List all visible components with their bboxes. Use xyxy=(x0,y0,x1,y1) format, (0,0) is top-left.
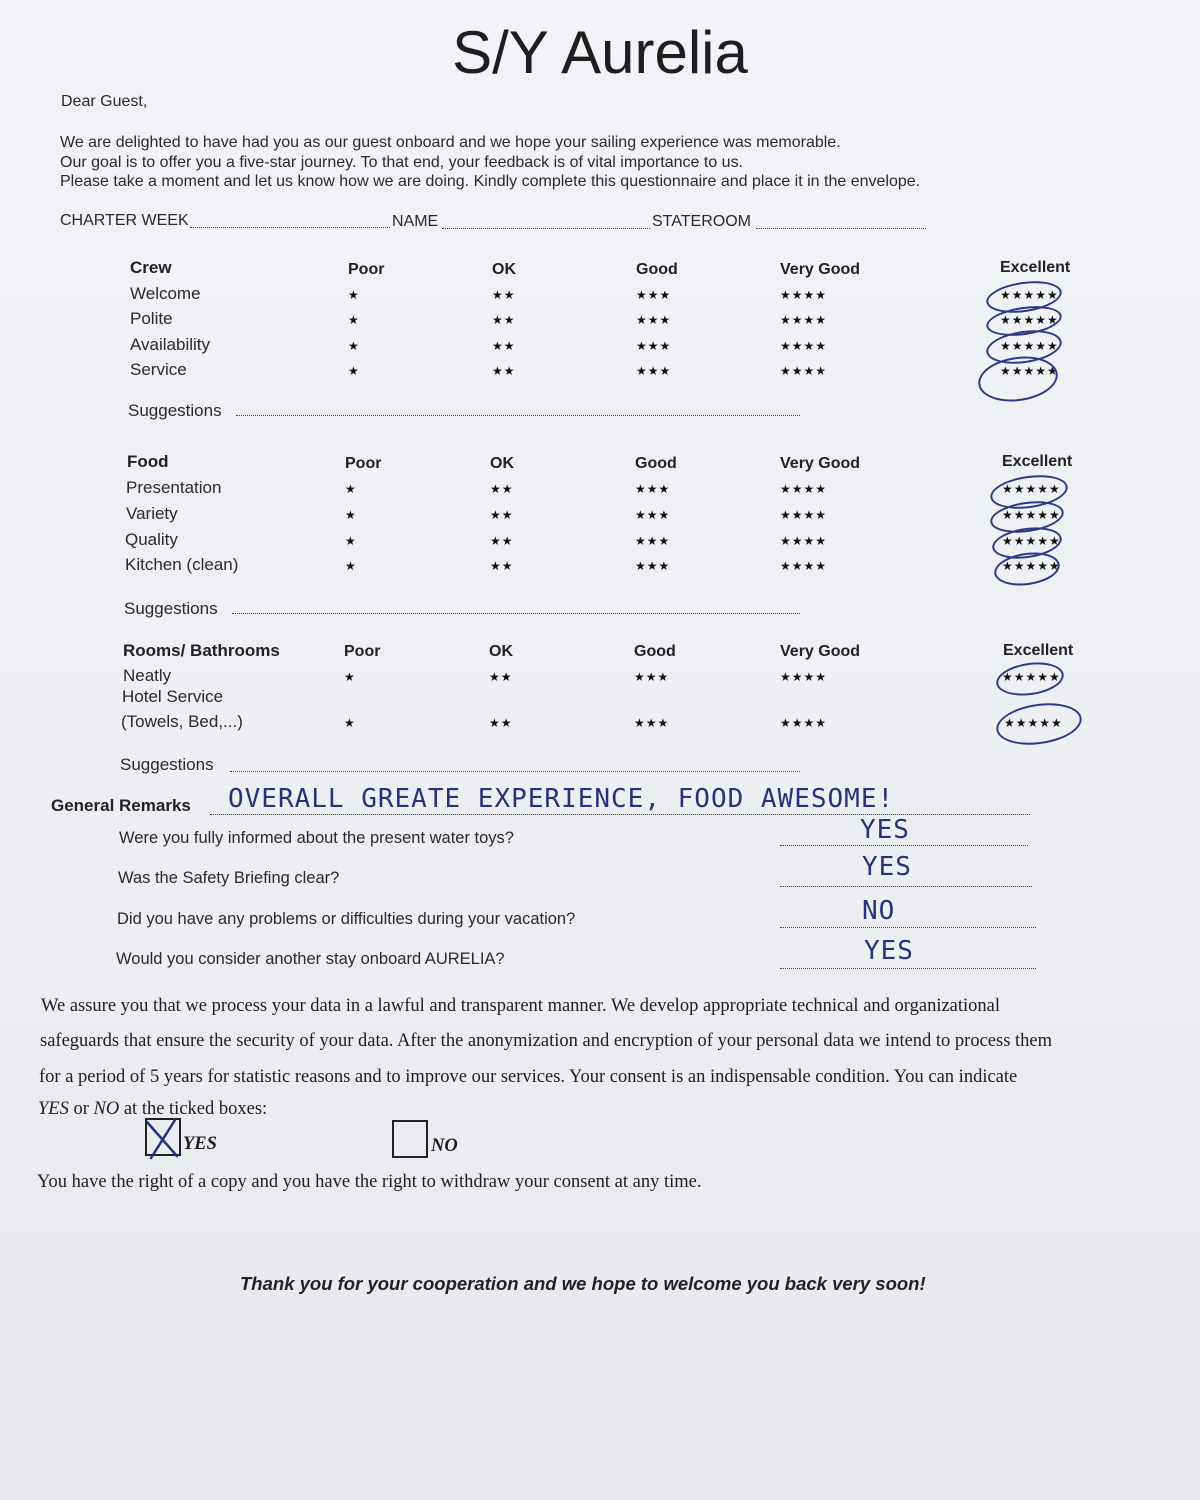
star-5[interactable]: ★★★★★ xyxy=(1000,313,1059,327)
star-2[interactable]: ★★ xyxy=(492,288,516,302)
rooms-neatly-label: Neatly xyxy=(123,666,172,685)
star-4[interactable]: ★★★★ xyxy=(780,670,828,684)
col-poor: Poor xyxy=(344,643,381,660)
general-remarks-handwriting: OVERALL GREATE EXPERIENCE, FOOD AWESOME! xyxy=(228,784,895,814)
star-2[interactable]: ★★ xyxy=(490,482,514,496)
col-excellent: Excellent xyxy=(1002,453,1073,470)
star-4[interactable]: ★★★★ xyxy=(780,364,828,378)
food-section-title: Food xyxy=(127,452,169,471)
answer-safety-briefing: YES xyxy=(862,852,912,882)
general-remarks-label: General Remarks xyxy=(51,796,191,815)
privacy-line-2: safeguards that ensure the security of your data. After the anonymization and encryption of your personal data we intend to process them xyxy=(40,1031,1053,1051)
answer-another-stay: YES xyxy=(864,936,914,966)
star-4[interactable]: ★★★★ xyxy=(780,534,828,548)
rooms-hotel-service-label: Hotel Service xyxy=(122,687,224,706)
star-2[interactable]: ★★ xyxy=(492,364,516,378)
page-title: S/Y Aurelia xyxy=(452,19,748,86)
intro-line-2: Our goal is to offer you a five-star journey. To that end, your feedback is of vital importance to us. xyxy=(60,154,744,171)
rooms-section-title: Rooms/ Bathrooms xyxy=(123,641,280,660)
question-problems: Did you have any problems or difficulties during your vacation? xyxy=(117,910,576,928)
star-4[interactable]: ★★★★ xyxy=(780,339,828,353)
food-kitchen-label: Kitchen (clean) xyxy=(125,555,239,574)
star-3[interactable]: ★★★ xyxy=(635,508,671,522)
col-very-good: Very Good xyxy=(780,643,861,660)
star-4[interactable]: ★★★★ xyxy=(780,482,828,496)
star-1[interactable]: ★ xyxy=(345,508,357,522)
crew-availability-label: Availability xyxy=(130,335,211,354)
answer-safety-briefing-field[interactable] xyxy=(780,886,1032,887)
col-ok: OK xyxy=(489,643,513,660)
star-3[interactable]: ★★★ xyxy=(635,559,671,573)
star-2[interactable]: ★★ xyxy=(490,559,514,573)
selection-circle xyxy=(994,698,1085,750)
crew-suggestions-field[interactable] xyxy=(236,415,800,416)
name-label: NAME xyxy=(392,213,439,230)
stateroom-label: STATEROOM xyxy=(652,213,751,230)
star-1[interactable]: ★ xyxy=(348,313,360,327)
selection-circle xyxy=(994,658,1066,699)
star-5[interactable]: ★★★★★ xyxy=(1002,508,1061,522)
privacy-ticked-text: at the ticked boxes: xyxy=(123,1099,268,1119)
question-water-toys: Were you fully informed about the present water toys? xyxy=(119,829,514,847)
rooms-hotel-service-sublabel: (Towels, Bed,...) xyxy=(121,712,243,731)
col-ok: OK xyxy=(490,455,514,472)
crew-suggestions-label: Suggestions xyxy=(128,401,222,420)
food-presentation-label: Presentation xyxy=(126,478,222,497)
question-safety-briefing: Was the Safety Briefing clear? xyxy=(118,869,340,887)
answer-problems: NO xyxy=(862,896,896,926)
star-1[interactable]: ★ xyxy=(348,339,360,353)
col-very-good: Very Good xyxy=(780,261,861,278)
star-2[interactable]: ★★ xyxy=(492,339,516,353)
star-4[interactable]: ★★★★ xyxy=(780,508,828,522)
star-4[interactable]: ★★★★ xyxy=(780,288,828,302)
star-3[interactable]: ★★★ xyxy=(635,482,671,496)
star-2[interactable]: ★★ xyxy=(489,670,513,684)
star-5[interactable]: ★★★★★ xyxy=(1002,534,1061,548)
charter-week-label: CHARTER WEEK xyxy=(60,212,189,229)
food-variety-label: Variety xyxy=(126,504,178,523)
consent-no-label: NO xyxy=(431,1136,458,1156)
food-suggestions-label: Suggestions xyxy=(124,599,218,618)
star-5[interactable]: ★★★★★ xyxy=(1000,288,1059,302)
intro-line-1: We are delighted to have had you as our guest onboard and we hope your sailing experience was memorable. xyxy=(60,134,841,151)
rooms-suggestions-label: Suggestions xyxy=(120,755,214,774)
selection-circle xyxy=(975,352,1060,407)
star-4[interactable]: ★★★★ xyxy=(780,559,828,573)
closing-text: Thank you for your cooperation and we hope to welcome you back very soon! xyxy=(240,1273,926,1294)
star-2[interactable]: ★★ xyxy=(490,534,514,548)
star-1[interactable]: ★ xyxy=(345,534,357,548)
star-3[interactable]: ★★★ xyxy=(636,313,672,327)
star-3[interactable]: ★★★ xyxy=(635,534,671,548)
col-poor: Poor xyxy=(348,261,385,278)
star-5[interactable]: ★★★★★ xyxy=(1002,559,1061,573)
col-good: Good xyxy=(636,261,678,278)
col-good: Good xyxy=(634,643,676,660)
crew-welcome-label: Welcome xyxy=(130,284,201,303)
col-very-good: Very Good xyxy=(780,455,861,472)
star-5[interactable]: ★★★★★ xyxy=(1000,364,1059,378)
star-2[interactable]: ★★ xyxy=(490,508,514,522)
withdraw-text: You have the right of a copy and you have the right to withdraw your consent at any time. xyxy=(37,1172,702,1192)
name-field[interactable] xyxy=(442,228,650,229)
answer-problems-field[interactable] xyxy=(780,927,1036,928)
answer-water-toys-field[interactable] xyxy=(780,845,1028,846)
privacy-yes-word: YES xyxy=(38,1099,69,1119)
privacy-or-word: or xyxy=(73,1099,89,1119)
star-5[interactable]: ★★★★★ xyxy=(1002,482,1061,496)
consent-no-checkbox[interactable] xyxy=(392,1120,428,1158)
star-1[interactable]: ★ xyxy=(345,559,357,573)
star-1[interactable]: ★ xyxy=(348,364,360,378)
greeting: Dear Guest, xyxy=(61,93,148,110)
col-good: Good xyxy=(635,455,677,472)
crew-service-label: Service xyxy=(130,360,187,379)
privacy-no-word: NO xyxy=(93,1099,120,1119)
crew-polite-label: Polite xyxy=(130,309,173,328)
check-mark-icon xyxy=(143,1114,183,1162)
consent-yes-checkbox[interactable] xyxy=(145,1118,181,1156)
star-5[interactable]: ★★★★★ xyxy=(1000,339,1059,353)
answer-water-toys: YES xyxy=(860,815,910,845)
star-5[interactable]: ★★★★★ xyxy=(1004,716,1063,730)
star-1[interactable]: ★ xyxy=(345,482,357,496)
col-excellent: Excellent xyxy=(1003,642,1074,659)
food-quality-label: Quality xyxy=(125,530,178,549)
star-3[interactable]: ★★★ xyxy=(636,364,672,378)
consent-yes-label: YES xyxy=(183,1134,217,1154)
privacy-line-1: We assure you that we process your data in a lawful and transparent manner. We develop appropriate technical and organizational xyxy=(41,996,1001,1016)
crew-section-title: Crew xyxy=(130,258,172,277)
intro-line-3: Please take a moment and let us know how we are doing. Kindly complete this questionnaire and place it in the envelope. xyxy=(60,173,921,190)
star-1[interactable]: ★ xyxy=(344,716,356,730)
privacy-line-3: for a period of 5 years for statistic reasons and to improve our services. Your consent is an indispensable condition. You can indicate xyxy=(39,1067,1018,1087)
star-4[interactable]: ★★★★ xyxy=(780,716,828,730)
star-4[interactable]: ★★★★ xyxy=(780,313,828,327)
star-3[interactable]: ★★★ xyxy=(636,339,672,353)
star-1[interactable]: ★ xyxy=(344,670,356,684)
col-excellent: Excellent xyxy=(1000,259,1071,276)
star-3[interactable]: ★★★ xyxy=(636,288,672,302)
rooms-suggestions-field[interactable] xyxy=(230,771,800,772)
charter-week-field[interactable] xyxy=(190,227,390,228)
food-suggestions-field[interactable] xyxy=(232,613,800,614)
stateroom-field[interactable] xyxy=(756,228,926,229)
star-2[interactable]: ★★ xyxy=(489,716,513,730)
question-another-stay: Would you consider another stay onboard AURELIA? xyxy=(116,950,505,968)
star-5[interactable]: ★★★★★ xyxy=(1002,670,1061,684)
star-3[interactable]: ★★★ xyxy=(634,670,670,684)
col-ok: OK xyxy=(492,261,516,278)
star-2[interactable]: ★★ xyxy=(492,313,516,327)
star-3[interactable]: ★★★ xyxy=(634,716,670,730)
answer-another-stay-field[interactable] xyxy=(780,968,1036,969)
star-1[interactable]: ★ xyxy=(348,288,360,302)
col-poor: Poor xyxy=(345,455,382,472)
